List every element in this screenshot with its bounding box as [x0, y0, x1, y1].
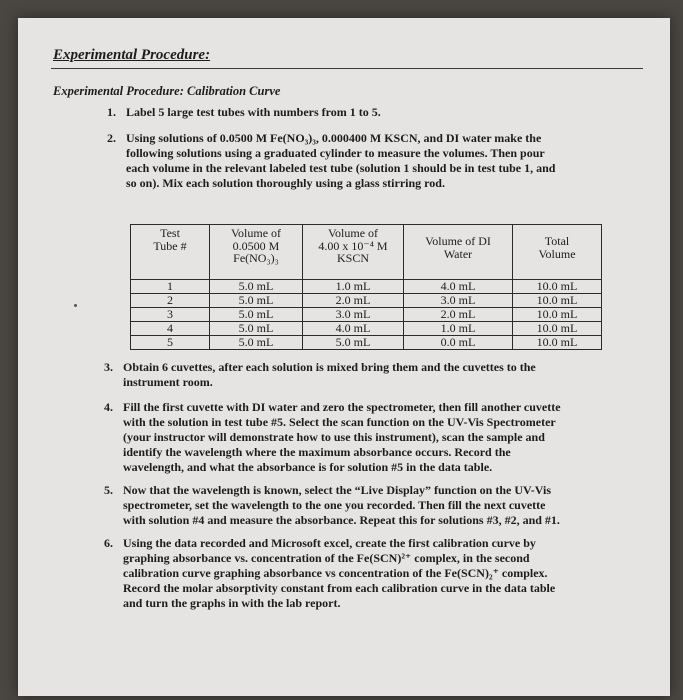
step-text: [123, 483, 560, 528]
header-line: Volume: [538, 246, 576, 261]
cell-total: 10.0 mL: [513, 308, 602, 322]
document-page: [18, 18, 670, 696]
step-line: identify the wavelength where the maximum absorbance occurs. Record the: [123, 445, 511, 459]
header-line: Water: [443, 246, 473, 261]
step-text: [123, 360, 536, 390]
header-fe-volume: [210, 225, 303, 280]
cell-tube: 4: [131, 322, 210, 336]
step-line: graphing absorbance vs. concentration of the Fe(SCN)²⁺ complex, in the second: [123, 551, 530, 565]
cell-kscn: 2.0 mL: [303, 294, 404, 308]
step-line: and turn the graphs in with the lab report.: [123, 596, 341, 610]
cell-total: 10.0 mL: [513, 294, 602, 308]
header-total-volume: [513, 225, 602, 280]
header-line: 0.0500 M: [232, 238, 280, 253]
table-row: [131, 308, 602, 322]
cell-water: 4.0 mL: [404, 280, 513, 294]
cell-total: 10.0 mL: [513, 336, 602, 350]
cell-fe: 5.0 mL: [210, 336, 303, 350]
table-row: [131, 280, 602, 294]
cell-kscn: 1.0 mL: [303, 280, 404, 294]
cell-fe: 5.0 mL: [210, 308, 303, 322]
header-line: Fe(NO₃)₃: [233, 251, 279, 265]
step-line: Fill the first cuvette with DI water and zero the spectrometer, then fill another cuvette: [123, 400, 561, 414]
header-line: Volume of: [230, 226, 282, 240]
step-number: 4.: [104, 400, 113, 414]
header-line: Volume of DI: [425, 234, 491, 248]
cell-water: 2.0 mL: [404, 308, 513, 322]
step-line: Obtain 6 cuvettes, after each solution is mixed bring them and the cuvettes to the: [123, 360, 536, 374]
cell-water: 3.0 mL: [404, 294, 513, 308]
cell-total: 10.0 mL: [513, 322, 602, 336]
header-line: Volume of: [327, 226, 379, 240]
page-heading: Experimental Procedure:: [53, 47, 211, 63]
step-line: following solutions using a graduated cylinder to measure the volumes. Then pour: [126, 146, 545, 160]
bullet-mark: [74, 304, 77, 307]
cell-tube: 2: [131, 294, 210, 308]
header-line: KSCN: [336, 251, 369, 265]
cell-tube: 5: [131, 336, 210, 350]
step-line: Using solutions of 0.0500 M Fe(NO₃)₃, 0.000400 M KSCN, and DI water make the: [126, 131, 542, 145]
cell-kscn: 3.0 mL: [303, 308, 404, 322]
header-water-volume: [404, 225, 513, 280]
step-number: 5.: [104, 483, 113, 497]
step-line: with solution #4 and measure the absorbance. Repeat this for solutions #3, #2, and #1.: [123, 513, 560, 527]
cell-total: 10.0 mL: [513, 280, 602, 294]
step-line: instrument room.: [123, 375, 213, 389]
step-line: each volume in the relevant labeled test tube (solution 1 should be in test tube 1, and: [126, 161, 556, 175]
cell-fe: 5.0 mL: [210, 294, 303, 308]
step-line: Using the data recorded and Microsoft excel, create the first calibration curve by: [123, 536, 536, 550]
step-text: [126, 131, 555, 191]
step-text: [123, 400, 561, 475]
table-row: [131, 322, 602, 336]
step-line: (your instructor will demonstrate how to use this instrument), scan the sample and: [123, 430, 545, 444]
table-row: [131, 294, 602, 308]
section-subheading: Experimental Procedure: Calibration Curve: [53, 84, 281, 98]
step-line: with the solution in test tube #5. Select the scan function on the UV-Vis Spectrometer: [123, 415, 556, 429]
step-text: Label 5 large test tubes with numbers from 1 to 5.: [126, 105, 381, 119]
header-line: Tube #: [153, 238, 187, 253]
cell-kscn: 4.0 mL: [303, 322, 404, 336]
step-line: wavelength, and what the absorbance is for solution #5 in the data table.: [123, 460, 493, 474]
step-line: Now that the wavelength is known, select the “Live Display” function on the UV-Vis: [123, 483, 552, 497]
cell-tube: 1: [131, 280, 210, 294]
table-header-row: [131, 225, 602, 280]
header-test-tube: [131, 225, 210, 280]
cell-fe: 5.0 mL: [210, 322, 303, 336]
cell-tube: 3: [131, 308, 210, 322]
step-number: 6.: [104, 536, 113, 550]
header-line: 4.00 x 10⁻⁴ M: [318, 238, 388, 253]
step-number: 3.: [104, 360, 113, 374]
step-text: [123, 536, 555, 611]
calibration-table: [130, 224, 602, 350]
heading-rule: [51, 68, 643, 69]
step-number: 1.: [107, 105, 116, 119]
step-line: calibration curve graphing absorbance vs concentration of the Fe(SCN)₂⁺ complex.: [123, 566, 548, 580]
header-line: Total: [544, 234, 570, 248]
cell-kscn: 5.0 mL: [303, 336, 404, 350]
step-line: so on). Mix each solution thoroughly using a glass stirring rod.: [126, 176, 445, 190]
table-row: [131, 336, 602, 350]
cell-water: 1.0 mL: [404, 322, 513, 336]
step-number: 2.: [107, 131, 116, 145]
cell-fe: 5.0 mL: [210, 280, 303, 294]
step-line: Record the molar absorptivity constant from each calibration curve in the data table: [123, 581, 556, 595]
step-line: spectrometer, set the wavelength to the one you recorded. Then fill the next cuvette: [123, 498, 546, 512]
header-line: Test: [160, 226, 180, 240]
header-kscn-volume: [303, 225, 404, 280]
cell-water: 0.0 mL: [404, 336, 513, 350]
